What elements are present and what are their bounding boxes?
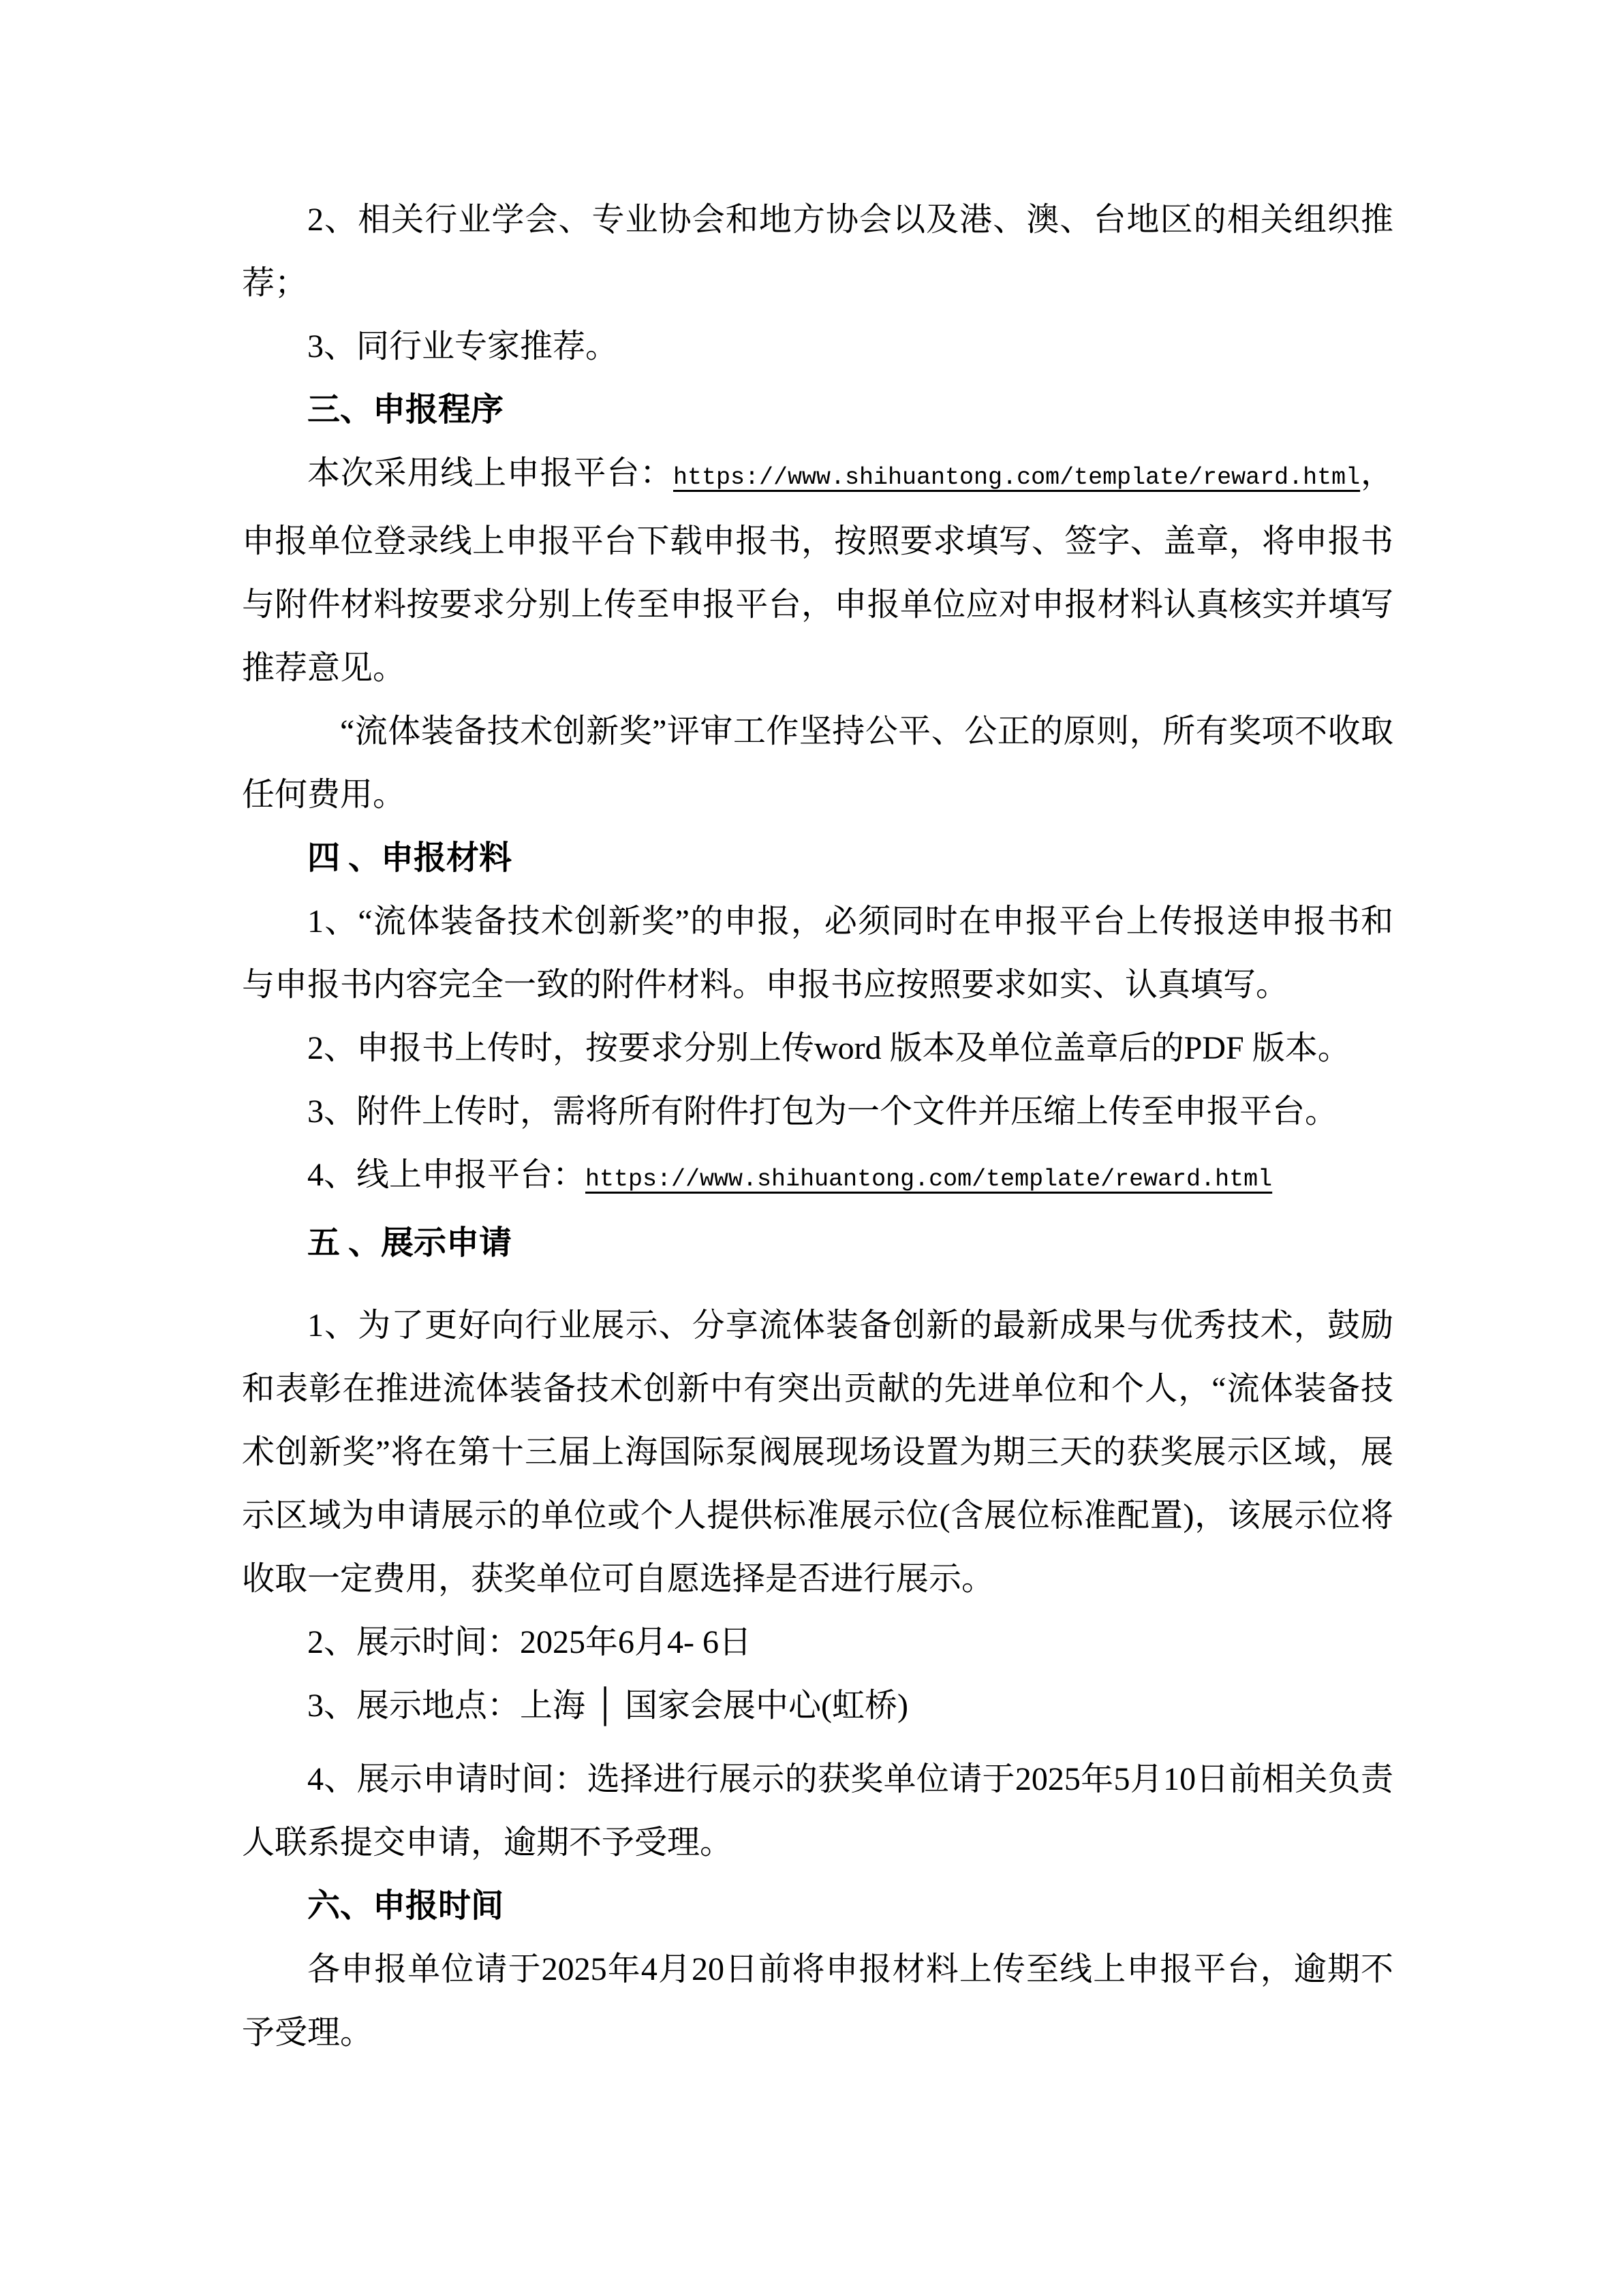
document-body: [242, 188, 1393, 2064]
section-heading-exhibition-application: 五 、展示申请: [307, 1225, 512, 1261]
paragraph-material-item-1: 1、“流体装备技术创新奖”的申报，必须同时在申报平台上传报送申报书和与申报书内容完全一致的附件材料。申报书应按照要求如实、认真填写。: [242, 903, 1393, 1003]
application-platform-link-2[interactable]: https://www.shihuantong.com/template/reward.html: [585, 1166, 1273, 1193]
paragraph-application-deadline: 各申报单位请于2025年4月20日前将申报材料上传至线上申报平台，逾期不予受理。: [242, 1951, 1393, 2051]
paragraph-material-item-3: 3、附件上传时，需将所有附件打包为一个文件并压缩上传至申报平台。: [307, 1093, 1338, 1130]
platform-label: 4、线上申报平台：: [307, 1157, 586, 1193]
paragraph-review-principle: “流体装备技术创新奖”评审工作坚持公平、公正的原则，所有奖项不收取任何费用。: [242, 713, 1393, 813]
platform-intro-prefix: 本次采用线上申报平台：: [307, 455, 673, 491]
section-heading-application-materials: 四 、申报材料: [307, 840, 512, 876]
section-heading-application-time: 六、申报时间: [307, 1888, 504, 1924]
application-platform-link[interactable]: https://www.shihuantong.com/template/reward.html: [673, 464, 1361, 491]
paragraph-platform-intro: [242, 441, 1393, 700]
paragraph-material-item-2: 2、申报书上传时，按要求分别上传word 版本及单位盖章后的PDF 版本。: [307, 1030, 1350, 1066]
section-heading-application-procedure: 三、申报程序: [307, 392, 504, 428]
paragraph-exhibition-item-1: 1、为了更好向行业展示、分享流体装备创新的最新成果与优秀技术，鼓励和表彰在推进流体装备技术创新中有突出贡献的先进单位和个人，“流体装备技术创新奖”将在第十三届上海国际泵阀展现场设置为期三天的获奖展示区域，展示区域为申请展示的单位或个人提供标准展示位(含展位标准配置)，该展示位将收取一定费用，获奖单位可自愿选择是否进行展示。: [242, 1307, 1393, 1597]
paragraph-recommendation-expert: 3、同行业专家推荐。: [307, 328, 619, 364]
paragraph-exhibition-apply-time: 4、展示申请时间：选择进行展示的获奖单位请于2025年5月10日前相关负责人联系提交申请，逾期不予受理。: [242, 1761, 1393, 1861]
paragraph-recommendation-industry: 2、相关行业学会、专业协会和地方协会以及港、澳、台地区的相关组织推荐；: [242, 202, 1393, 301]
platform-intro-suffix: ，申报单位登录线上申报平台下载申报书，按照要求填写、签字、盖章，将申报书与附件材料按要求分别上传至申报平台，申报单位应对申报材料认真核实并填写推荐意见。: [242, 455, 1393, 686]
paragraph-material-item-4-platform: [242, 1143, 1393, 1211]
paragraph-exhibition-location: 3、展示地点：上海 │ 国家会展中心(虹桥): [307, 1688, 908, 1724]
paragraph-exhibition-time: 2、展示时间：2025年6月4- 6日: [307, 1624, 752, 1660]
